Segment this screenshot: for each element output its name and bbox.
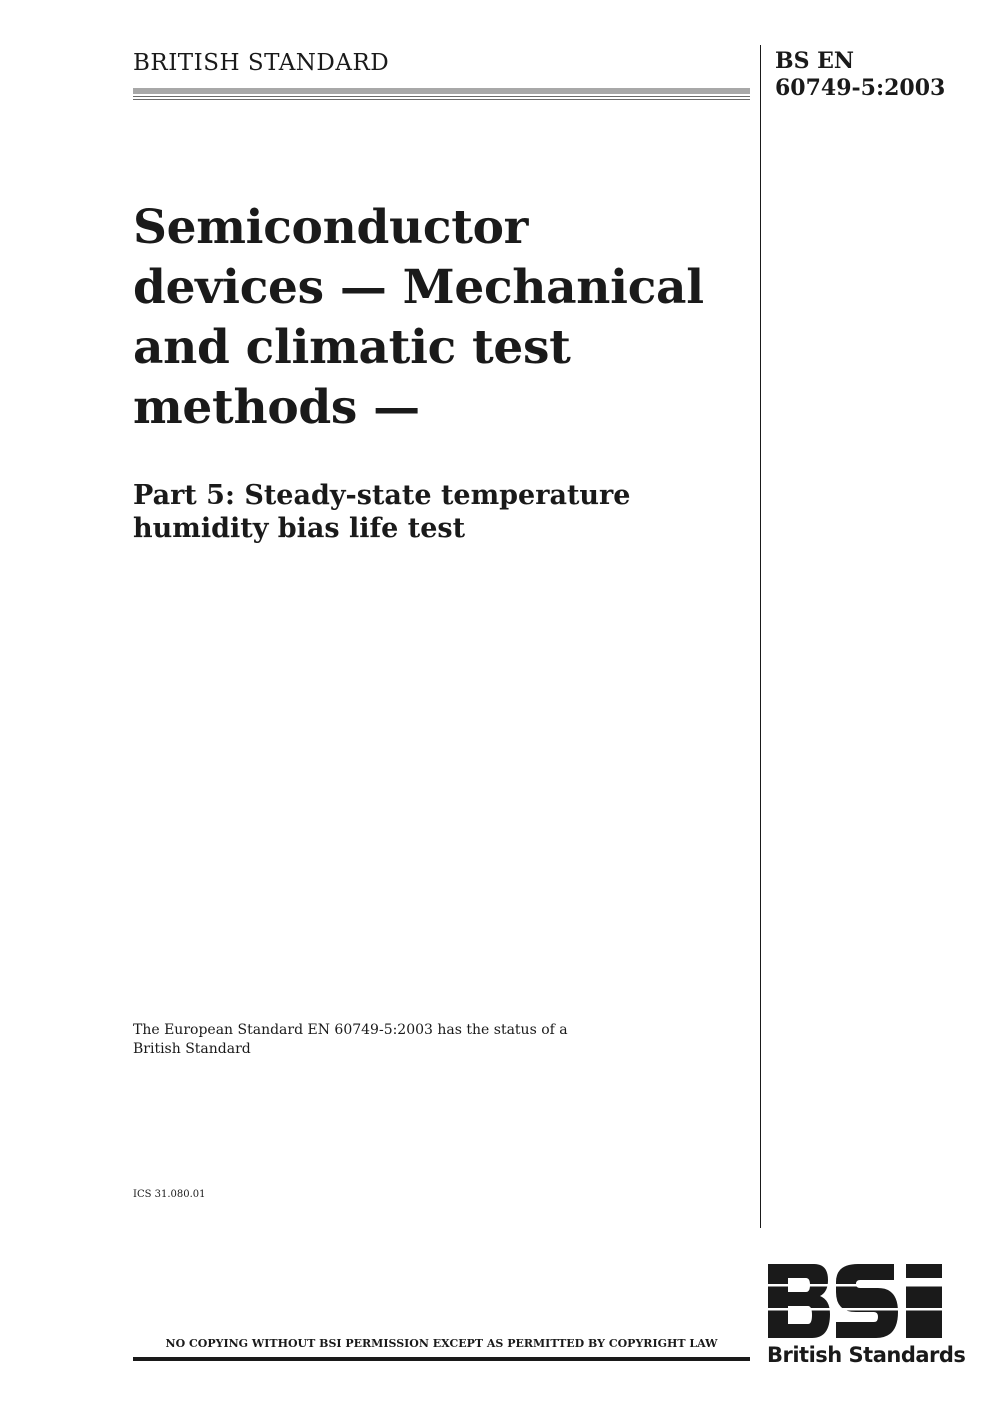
title-line: methods — [133,380,420,435]
vertical-divider [760,45,761,1228]
header-rule-thin [133,99,750,100]
subtitle-line: Part 5: Steady-state temperature [133,480,631,511]
logo-caption: British Standards [767,1343,966,1367]
standard-number-line: BS EN [775,48,855,74]
status-line: British Standard [133,1041,251,1057]
ics-code: ICS 31.080.01 [133,1189,206,1200]
status-line: The European Standard EN 60749-5:2003 has the status of a [133,1022,568,1038]
footer-rule [133,1357,750,1361]
document-title [133,198,743,438]
header-rule-thin [133,96,750,97]
title-line: Semiconductor [133,200,529,255]
standard-number-line: 60749-5:2003 [775,75,946,101]
standard-number [775,48,945,102]
subtitle-line: humidity bias life test [133,513,466,544]
status-statement [133,1021,653,1059]
copyright-notice: NO COPYING WITHOUT BSI PERMISSION EXCEPT AS PERMITTED BY COPYRIGHT LAW [165,1337,718,1350]
title-line: devices — Mechanical [133,260,704,315]
title-line: and climatic test [133,320,571,375]
document-type-label: BRITISH STANDARD [133,50,390,76]
document-subtitle [133,479,743,545]
header-rule-thick [133,88,750,94]
